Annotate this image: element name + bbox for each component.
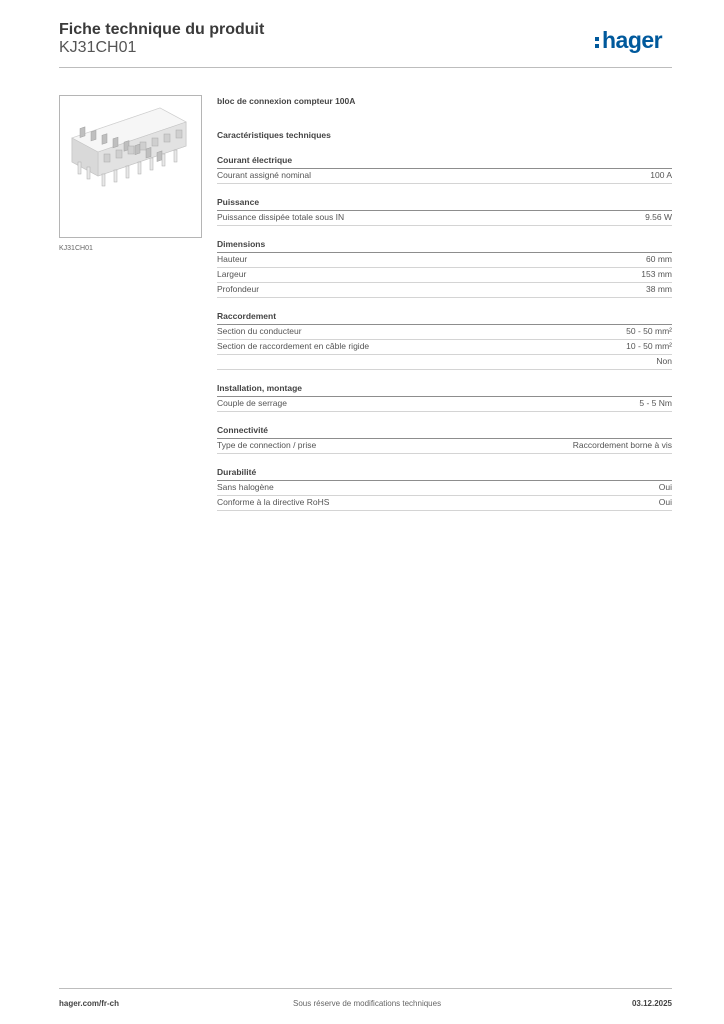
spec-value: Oui: [658, 497, 672, 507]
section-raccordement: [217, 311, 672, 370]
spec-label: Section du conducteur: [217, 326, 302, 336]
spec-value: 9.56 W: [645, 212, 672, 222]
specs-heading: Caractéristiques techniques: [217, 130, 331, 140]
footer-website-link[interactable]: hager.com/fr-ch: [59, 999, 120, 1008]
section-durabilite: [217, 467, 672, 511]
section-connectivite: [217, 425, 672, 454]
spec-row: [217, 325, 672, 340]
section-dimensions: [217, 239, 672, 298]
spec-row: [217, 169, 672, 184]
spec-row: [217, 481, 672, 496]
section-title: Puissance: [217, 197, 672, 211]
spec-label: Section de raccordement en câble rigide: [217, 341, 370, 351]
section-title: Connectivité: [217, 425, 672, 439]
spec-value: 153 mm: [641, 269, 672, 279]
spec-value: 100 A: [650, 170, 672, 180]
section-title: Installation, montage: [217, 383, 672, 397]
spec-label: Hauteur: [217, 254, 248, 264]
section-title: Durabilité: [217, 467, 672, 481]
spec-value: Oui: [658, 482, 672, 492]
footer-divider: [59, 988, 672, 989]
spec-value: 50 - 50 mm²: [626, 326, 672, 336]
spec-label: Type de connection / prise: [217, 440, 317, 450]
section-puissance: [217, 197, 672, 226]
spec-row: [217, 253, 672, 268]
spec-content: [217, 96, 672, 511]
image-caption: KJ31CH01: [59, 245, 93, 252]
header-divider: [59, 67, 672, 68]
product-reference: KJ31CH01: [59, 39, 137, 56]
hager-logo[interactable]: [595, 27, 662, 54]
page-title: Fiche technique du produit: [59, 21, 265, 38]
product-name: bloc de connexion compteur 100A: [217, 96, 356, 106]
spec-label: Couple de serrage: [217, 398, 287, 408]
spec-label: Profondeur: [217, 284, 260, 294]
spec-row: [217, 283, 672, 298]
spec-label: Conforme à la directive RoHS: [217, 497, 330, 507]
terminal-block-picture: [60, 96, 201, 237]
spec-row: [217, 340, 672, 355]
spec-value: 38 mm: [646, 284, 672, 294]
spec-row: [217, 268, 672, 283]
logo-text: hager: [602, 27, 663, 53]
spec-row: [217, 439, 672, 454]
spec-value: Non: [656, 356, 672, 366]
spec-value: 60 mm: [646, 254, 672, 264]
spec-value: 10 - 50 mm²: [626, 341, 672, 351]
spec-row: [217, 355, 672, 370]
product-image: [59, 95, 202, 238]
spec-row: [217, 496, 672, 511]
section-title: Courant électrique: [217, 155, 672, 169]
spec-label: Courant assigné nominal: [217, 170, 312, 180]
logo-dots-icon: [595, 31, 600, 49]
section-courant-electrique: [217, 155, 672, 184]
spec-label: Puissance dissipée totale sous IN: [217, 212, 345, 222]
spec-label: Largeur: [217, 269, 247, 279]
spec-value: 5 - 5 Nm: [639, 398, 672, 408]
section-title: Dimensions: [217, 239, 672, 253]
footer-disclaimer: Sous réserve de modifications techniques: [293, 999, 442, 1008]
spec-value: Raccordement borne à vis: [572, 440, 672, 450]
section-installation-montage: [217, 383, 672, 412]
spec-row: [217, 397, 672, 412]
section-title: Raccordement: [217, 311, 672, 325]
spec-row: [217, 211, 672, 226]
footer-date: 03.12.2025: [631, 999, 672, 1008]
spec-label: Sans halogène: [217, 482, 274, 492]
